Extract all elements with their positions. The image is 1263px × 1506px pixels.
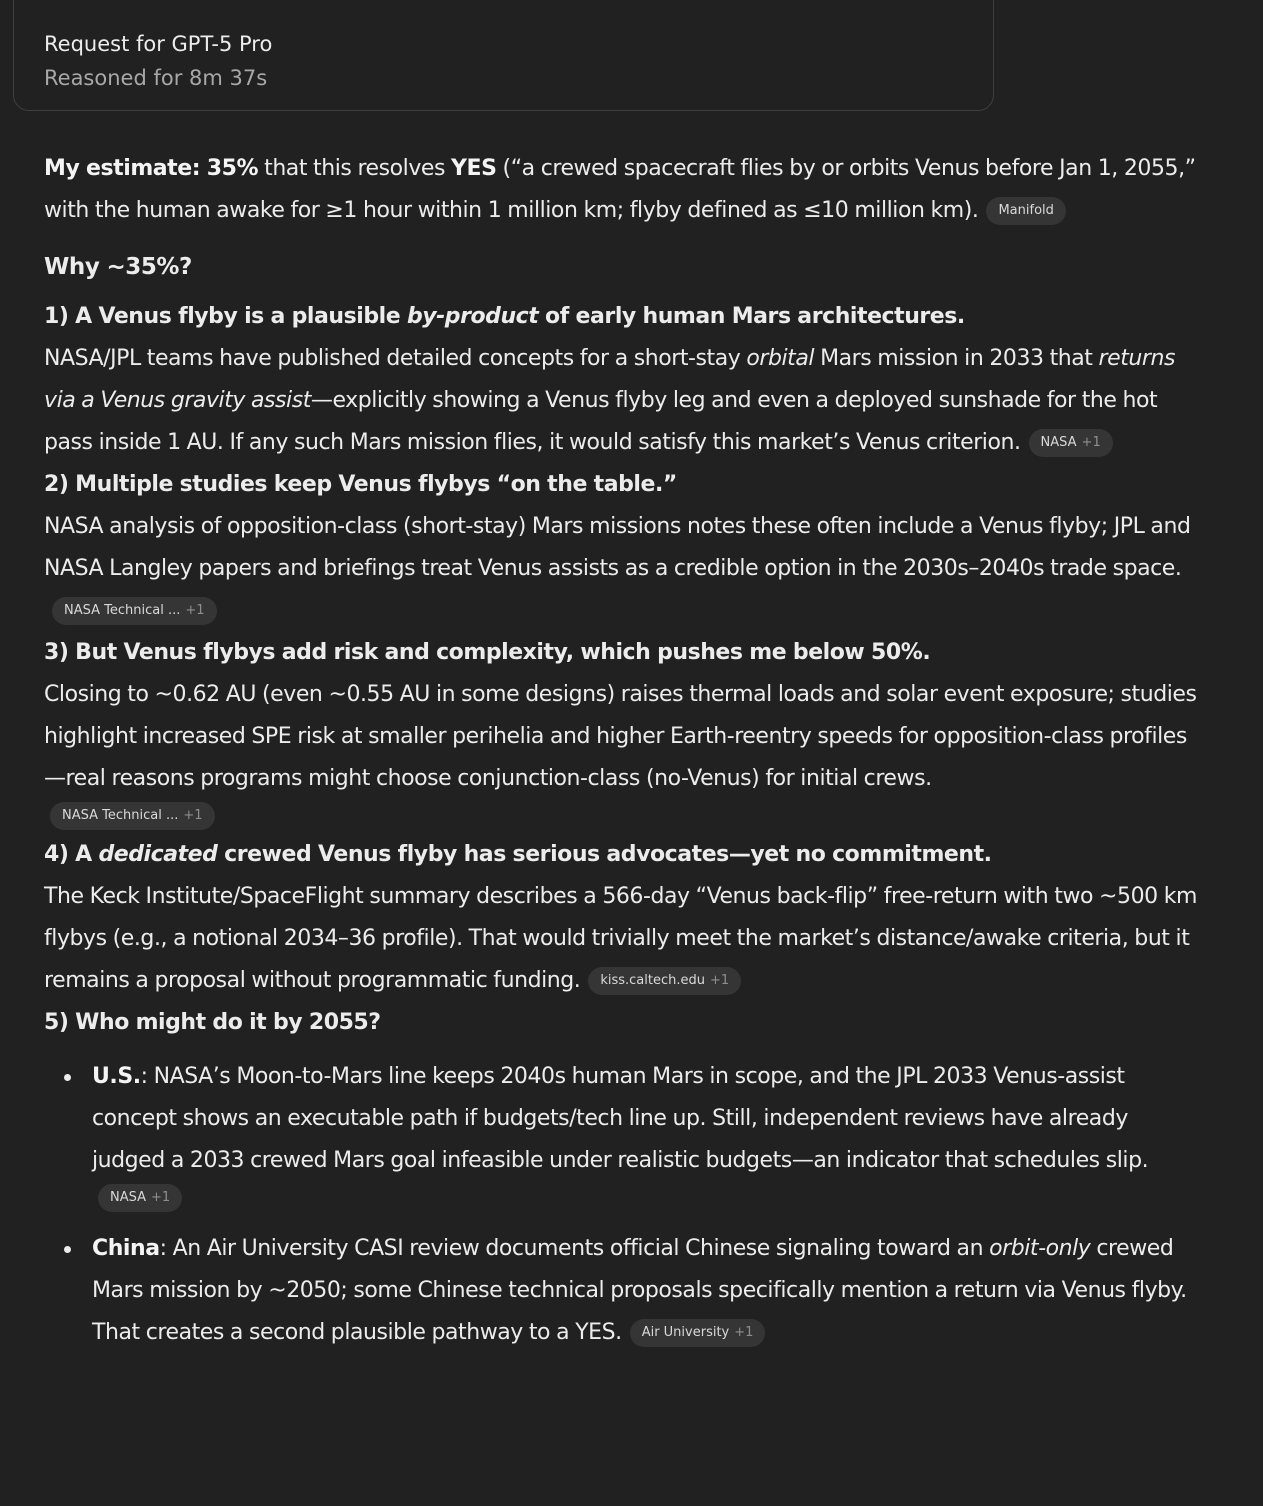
source-chip[interactable] bbox=[588, 967, 741, 995]
section-4 bbox=[44, 834, 1204, 1002]
section-5-title: 5) Who might do it by 2055? bbox=[44, 1010, 381, 1035]
estimate-label: My estimate: 35% bbox=[44, 156, 259, 181]
section-2-title: 2) Multiple studies keep Venus flybys “on the table.” bbox=[44, 472, 677, 497]
source-chip-label: kiss.caltech.edu bbox=[600, 973, 705, 988]
source-chip-label: NASA bbox=[110, 1190, 147, 1205]
why-heading: Why ~35%? bbox=[44, 254, 192, 280]
list-item-text: : An Air University CASI review documents official Chinese signaling toward an bbox=[159, 1236, 990, 1261]
source-chip[interactable] bbox=[1029, 429, 1113, 457]
source-chip-count: +1 bbox=[185, 603, 205, 618]
section-2 bbox=[44, 464, 1204, 632]
intro-text: (“a crewed spacecraft flies by or orbits Venus before Jan 1, 2055,” with the human awake for ≥1 hour within 1 million km; flyby defined as ≤10 million km). bbox=[44, 156, 1196, 223]
source-chip-count: +1 bbox=[734, 1325, 754, 1340]
source-chip[interactable] bbox=[630, 1319, 766, 1347]
yes-label: YES bbox=[451, 156, 497, 181]
section-1-text: NASA/JPL teams have published detailed concepts for a short-stay bbox=[44, 346, 747, 371]
source-chip-count: +1 bbox=[151, 1190, 171, 1205]
section-1-title: 1) A Venus flyby is a plausible by-product of early human Mars architectures. bbox=[44, 304, 965, 329]
source-chip-count: +1 bbox=[1081, 435, 1101, 450]
source-chip-row bbox=[92, 1180, 1204, 1216]
request-title: Request for GPT-5 Pro bbox=[44, 32, 273, 56]
section-3-text: Closing to ~0.62 AU (even ~0.55 AU in some designs) raises thermal loads and solar event exposure; studies highlight increased SPE risk at smaller perihelia and higher Earth-reentry speeds for opposition-class profiles—real reasons programs might choose conjunction-class (no-Venus) for initial crews. bbox=[44, 682, 1197, 791]
section-3-title: 3) But Venus flybys add risk and complexity, which pushes me below 50%. bbox=[44, 640, 931, 665]
bullet-dot bbox=[64, 1074, 71, 1081]
list-item-label: China bbox=[92, 1236, 160, 1261]
list-item bbox=[92, 1056, 1204, 1216]
source-chip-label: NASA Technical ... bbox=[62, 808, 179, 823]
source-chip-count: +1 bbox=[183, 808, 203, 823]
intro-paragraph bbox=[44, 148, 1204, 232]
source-chip[interactable] bbox=[98, 1184, 182, 1212]
country-list bbox=[44, 1056, 1204, 1354]
source-chip-label: Air University bbox=[641, 1325, 730, 1340]
section-2-text: NASA analysis of opposition-class (short-stay) Mars missions notes these often include a Venus flyby; JPL and NASA Langley papers and briefings treat Venus assists as a credible option in the 2030s–2040s trade space. bbox=[44, 514, 1191, 581]
assistant-answer bbox=[44, 148, 1204, 1366]
source-chip-label: Manifold bbox=[998, 203, 1054, 218]
section-3 bbox=[44, 632, 1204, 834]
bullet-dot bbox=[64, 1246, 71, 1253]
reasoning-duration[interactable]: Reasoned for 8m 37s bbox=[44, 66, 268, 90]
section-4-text: The Keck Institute/SpaceFlight summary describes a 566-day “Venus back-flip” free-return with two ~500 km flybys (e.g., a notional 2034–36 profile). That would trivially meet the market’s distance/awake criteria, but it remains a proposal without programmatic funding. bbox=[44, 884, 1197, 993]
source-chip-label: NASA Technical ... bbox=[64, 603, 181, 618]
source-chip-label: NASA bbox=[1040, 435, 1077, 450]
list-item-text: : NASA’s Moon-to-Mars line keeps 2040s human Mars in scope, and the JPL 2033 Venus-assist concept shows an executable path if budgets/tech line up. Still, independent reviews have already judged a 2033 crewed Mars goal infeasible under realistic budgets—an indicator that schedules slip. bbox=[92, 1064, 1149, 1173]
intro-text: that this resolves bbox=[258, 156, 452, 181]
source-chip[interactable] bbox=[986, 197, 1065, 225]
source-chip[interactable] bbox=[50, 802, 215, 830]
source-chip-count: +1 bbox=[709, 973, 730, 988]
list-item-label: U.S. bbox=[92, 1064, 141, 1089]
section-1: 1) A Venus flyby is a plausible by-product of early human Mars architectures. NASA/JPL teams have published detailed concepts for a short-stay orbital Mars mission in 2033 that returns via a Venus gravity assist—explicitly showing a Venus flyby leg and even a deployed sunshade for the hot pass inside 1 AU. If any such Mars mission flies, it would satisfy this market’s Venus criterion. NASA +1 bbox=[44, 296, 1204, 464]
section-4-title: 4) A dedicated crewed Venus flyby has serious advocates—yet no commitment. bbox=[44, 842, 992, 867]
section-5 bbox=[44, 1002, 1204, 1354]
source-chip-row bbox=[44, 798, 1204, 834]
list-item: China: An Air University CASI review documents official Chinese signaling toward an orbit-only crewed Mars mission by ~2050; some Chinese technical proposals specifically mention a return via Venus flyby. That creates a second plausible pathway to a YES. Air University +1 bbox=[92, 1228, 1204, 1354]
source-chip[interactable] bbox=[52, 597, 217, 625]
